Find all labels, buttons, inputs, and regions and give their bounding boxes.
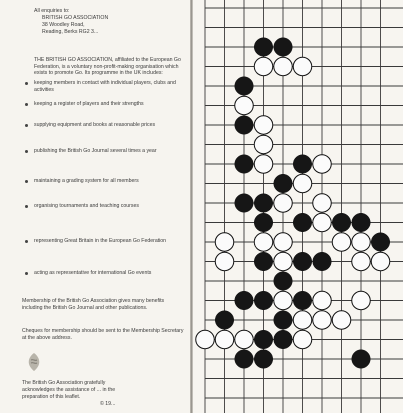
go-board-diagram: [193, 0, 403, 413]
white-stone: [332, 233, 351, 252]
white-stone: [235, 96, 254, 115]
address-line-2: BRITISH GO ASSOCIATION: [42, 15, 109, 21]
black-stone: [274, 330, 293, 349]
white-stone: [215, 233, 234, 252]
black-stone: [371, 233, 390, 252]
white-stone: [352, 252, 371, 271]
black-stone: [293, 213, 312, 232]
white-stone: [371, 252, 390, 271]
white-stone: [215, 330, 234, 349]
black-stone: [254, 252, 273, 271]
bullet-mark: [24, 270, 30, 276]
white-stone: [254, 57, 273, 76]
black-stone: [274, 272, 293, 291]
white-stone: [313, 155, 332, 174]
black-stone: [352, 350, 371, 369]
white-stone: [313, 291, 332, 310]
black-stone: [352, 213, 371, 232]
white-stone: [254, 155, 273, 174]
black-stone: [293, 155, 312, 174]
black-stone: [254, 330, 273, 349]
bullet-item: acting as representative for international Go events: [34, 270, 152, 276]
white-stone: [293, 330, 312, 349]
black-stone: [254, 213, 273, 232]
bullet-item: keeping a register of players and their strengths: [34, 101, 144, 107]
membership-paragraph: Membership of the British Go Association gives many benefits including the British Go Journal and other publications.: [22, 298, 165, 311]
white-stone: [313, 194, 332, 213]
black-stone: [274, 174, 293, 193]
black-stone: [235, 77, 254, 96]
return-note: Cheques for membership should be sent to the Membership Secretary at the above address.: [22, 328, 184, 341]
text-panel: [0, 0, 190, 413]
phoenix-logo-icon: [26, 352, 42, 372]
white-stone: [274, 291, 293, 310]
white-stone: [293, 174, 312, 193]
bullet-mark: [24, 80, 30, 86]
white-stone: [254, 116, 273, 135]
white-stone: [332, 311, 351, 330]
go-board-panel: [193, 0, 403, 413]
bullet-mark: [24, 203, 30, 209]
footer-line-4: © 19...: [100, 401, 116, 407]
white-stone: [274, 252, 293, 271]
white-stone: [215, 252, 234, 271]
bullet-mark: [24, 238, 30, 244]
white-stone: [254, 233, 273, 252]
black-stone: [274, 311, 293, 330]
white-stone: [293, 311, 312, 330]
bullet-item: keeping members in contact with individual players, clubs and activities: [34, 80, 176, 93]
black-stone: [313, 252, 332, 271]
bullet-mark: [24, 122, 30, 128]
address-line-1: All enquiries to:: [34, 8, 70, 14]
black-stone: [235, 116, 254, 135]
black-stone: [235, 194, 254, 213]
white-stone: [313, 213, 332, 232]
white-stone: [254, 135, 273, 154]
black-stone: [235, 155, 254, 174]
white-stone: [196, 330, 215, 349]
black-stone: [235, 291, 254, 310]
white-stone: [293, 57, 312, 76]
footer-line-1: The British Go Association gratefully: [22, 380, 106, 386]
black-stone: [235, 350, 254, 369]
bullet-item: representing Great Britain in the European Go Federation: [34, 238, 167, 244]
black-stone: [254, 194, 273, 213]
black-stone: [293, 252, 312, 271]
black-stone: [332, 213, 351, 232]
bullet-mark: [24, 101, 30, 107]
white-stone: [274, 233, 293, 252]
white-stone: [352, 233, 371, 252]
black-stone: [293, 291, 312, 310]
white-stone: [274, 57, 293, 76]
bullet-item: organising tournaments and teaching courses: [34, 203, 139, 209]
white-stone: [352, 291, 371, 310]
bullet-item: maintaining a grading system for all members: [34, 178, 139, 184]
white-stone: [313, 311, 332, 330]
black-stone: [215, 311, 234, 330]
black-stone: [254, 350, 273, 369]
bullet-item: supplying equipment and books at reasonable prices: [34, 122, 156, 128]
bullet-mark: [24, 148, 30, 154]
black-stone: [254, 38, 273, 57]
address-line-3: 38 Woodley Road,: [42, 22, 85, 28]
black-stone: [254, 291, 273, 310]
bullet-mark: [24, 178, 30, 184]
footer-line-3: preparation of this leaflet.: [22, 394, 81, 400]
bullet-item: publishing the British Go Journal several times a year: [34, 148, 157, 154]
white-stone: [235, 330, 254, 349]
black-stone: [274, 38, 293, 57]
footer-line-2: acknowledges the assistance of ... in the: [22, 387, 116, 393]
intro-paragraph: THE BRITISH GO ASSOCIATION, affiliated to the European Go Federation, is a voluntary non-profit-making organisation which exists to promote Go. Its programme in the UK includes:: [34, 57, 181, 77]
address-line-4: Reading, Berks RG2 3...: [42, 29, 99, 35]
white-stone: [274, 194, 293, 213]
